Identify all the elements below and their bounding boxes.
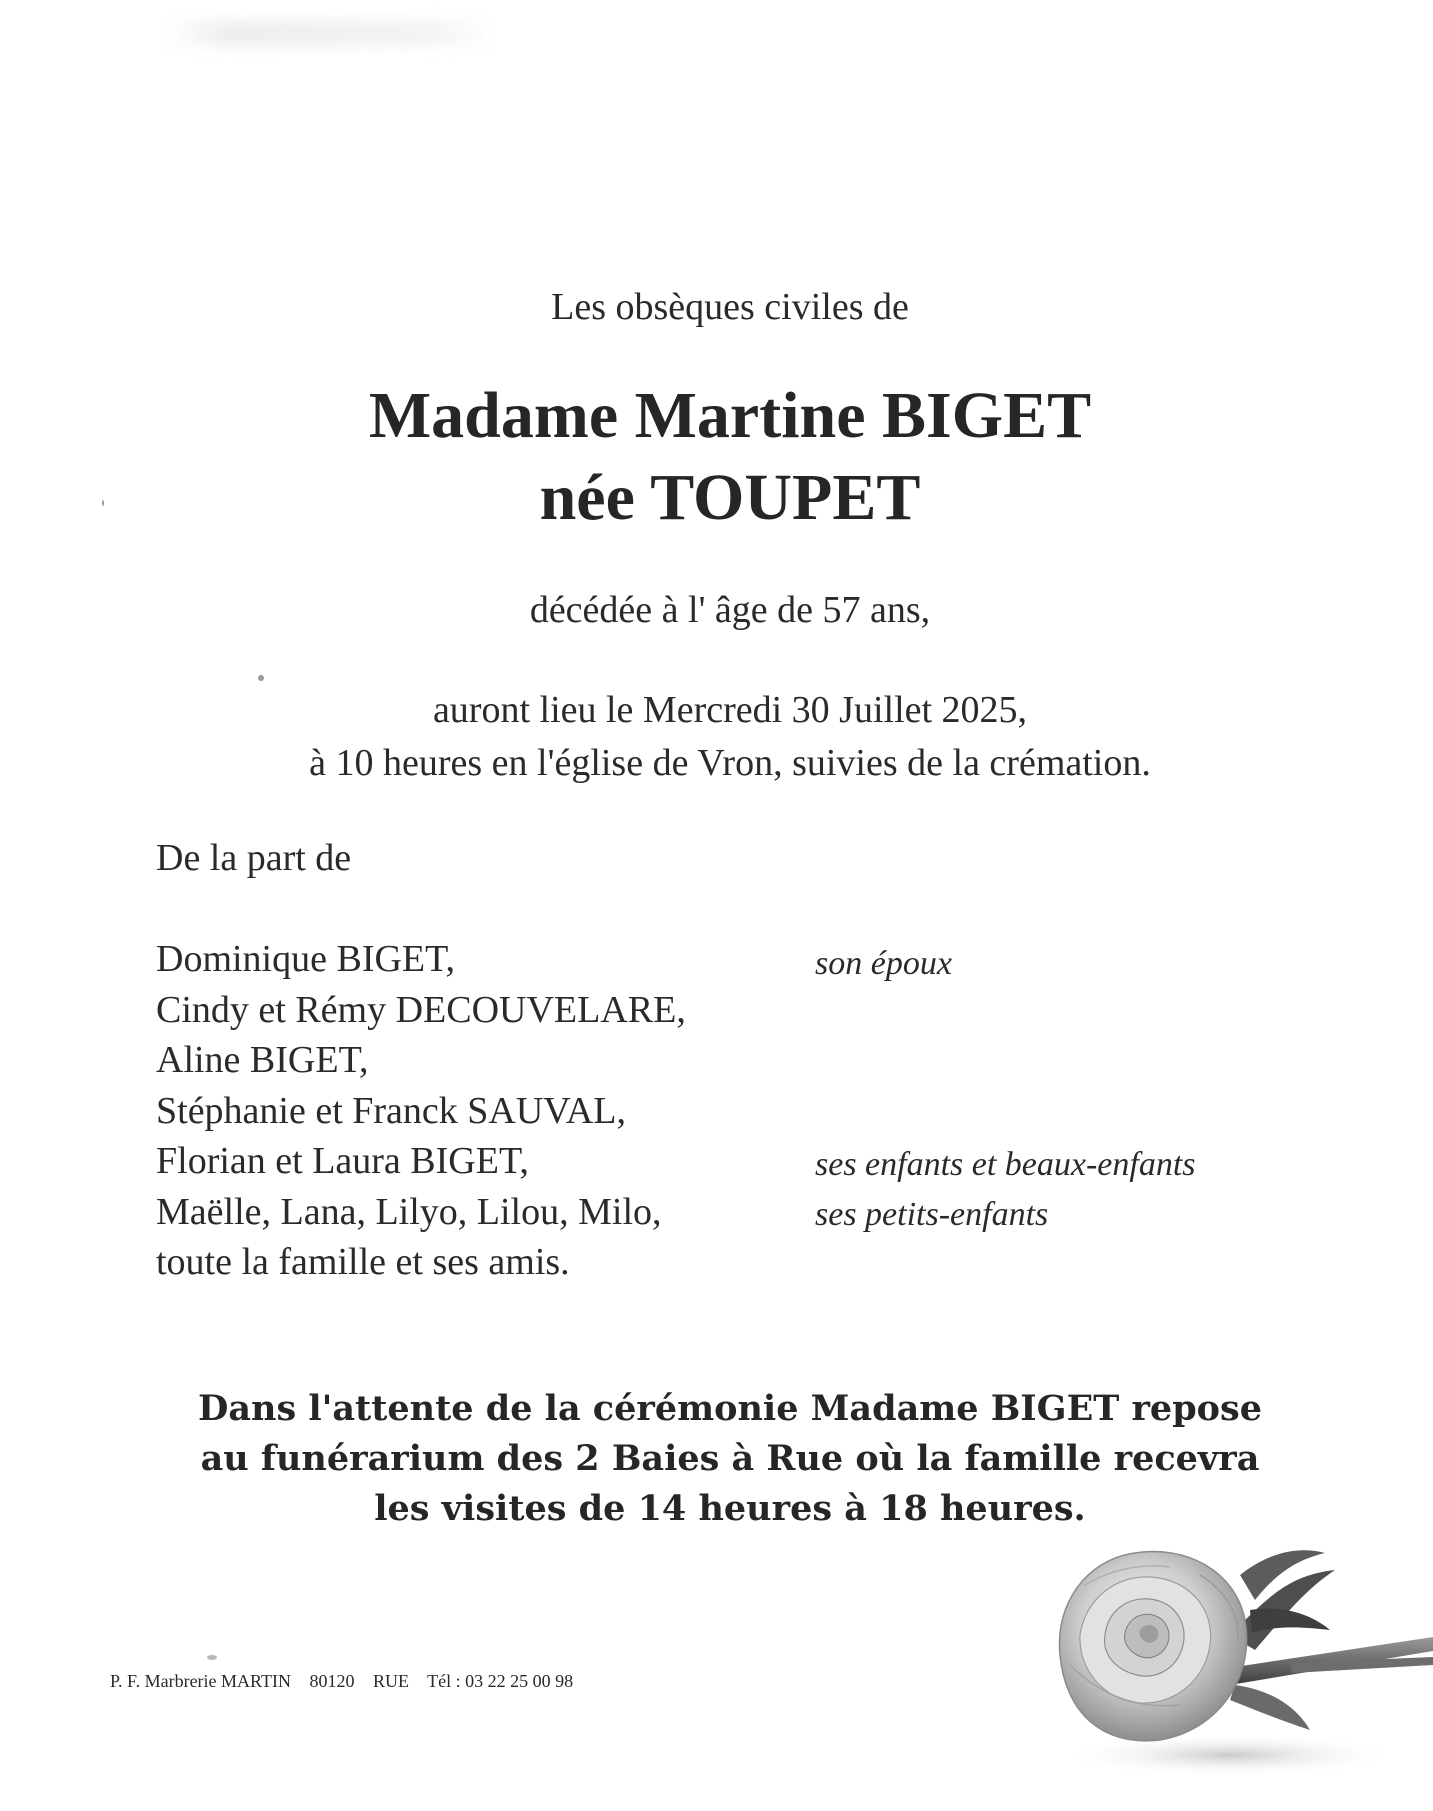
ceremony-date-line: auront lieu le Mercredi 30 Juillet 2025, bbox=[432, 689, 1028, 731]
ceremony-place-line: à 10 heures en l'église de Vron, suivies de la crémation. bbox=[309, 742, 1151, 784]
family-member: Maëlle, Lana, Lilyo, Lilou, Milo, bbox=[156, 1190, 662, 1233]
rose-icon bbox=[1040, 1515, 1433, 1785]
family-member: Stéphanie et Franck SAUVAL, bbox=[156, 1089, 627, 1132]
ceremony-details bbox=[0, 684, 1433, 790]
footer-funeral-director bbox=[110, 1669, 587, 1693]
family-member: Florian et Laura BIGET, bbox=[156, 1140, 529, 1182]
footer-postcode: 80120 bbox=[309, 1671, 355, 1691]
from-label: De la part de bbox=[156, 837, 352, 879]
notice-line: au funérarium des 2 Baies à Rue où la famille recevra bbox=[200, 1438, 1260, 1479]
scan-smudge bbox=[165, 20, 495, 46]
relation-children: ses enfants et beaux-enfants bbox=[815, 1146, 1196, 1183]
deceased-maiden-name: née TOUPET bbox=[539, 461, 921, 534]
deceased-name: Madame Martine BIGET bbox=[368, 379, 1092, 452]
family-member: Cindy et Rémy DECOUVELARE, bbox=[156, 988, 686, 1031]
relation-grandchildren: ses petits-enfants bbox=[815, 1196, 1049, 1233]
family-member: Dominique BIGET, bbox=[156, 938, 456, 980]
funeral-home-notice bbox=[0, 1384, 1433, 1534]
notice-line: les visites de 14 heures à 18 heures. bbox=[374, 1488, 1086, 1529]
age-line: décédée à l' âge de 57 ans, bbox=[529, 589, 931, 631]
family-list bbox=[156, 934, 686, 1288]
footer-phone: Tél : 03 22 25 00 98 bbox=[427, 1671, 574, 1691]
family-member: Aline BIGET, bbox=[156, 1039, 369, 1081]
family-member: toute la famille et ses amis. bbox=[156, 1241, 570, 1283]
footer-company: P. F. Marbrerie MARTIN bbox=[110, 1671, 291, 1691]
scan-speck bbox=[258, 675, 264, 681]
scan-speck bbox=[207, 1655, 217, 1660]
footer-city: RUE bbox=[372, 1671, 409, 1691]
relation-spouse: son époux bbox=[815, 945, 952, 982]
intro-text: Les obsèques civiles de bbox=[551, 286, 909, 328]
deceased-name-block bbox=[0, 375, 1433, 539]
notice-line: Dans l'attente de la cérémonie Madame BIGET repose bbox=[198, 1388, 1262, 1429]
